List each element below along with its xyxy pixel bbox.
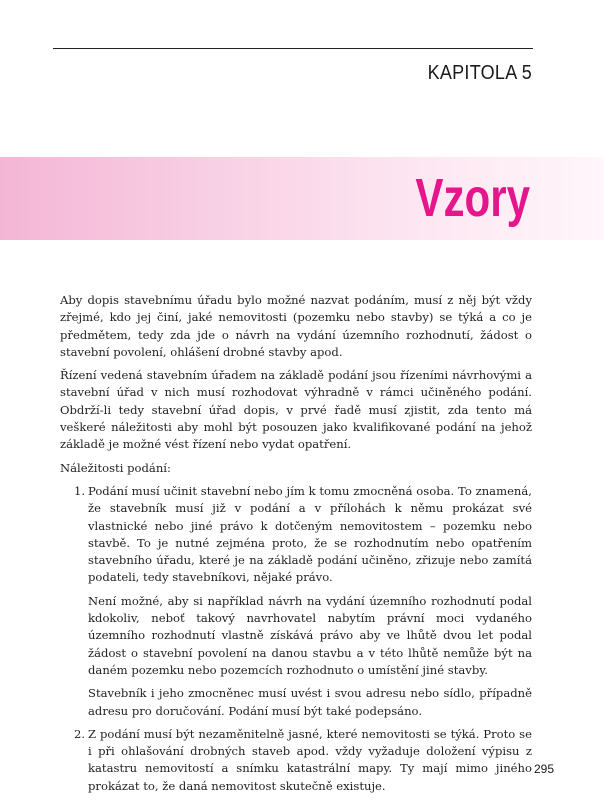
list-paragraph: Není možné, aby si například návrh na vydání územního rozhodnutí podal kdokoliv, neboť takový navrhovatel nabytím právní moci vydaného územního rozhodnutí vlastně získává právo aby ve lhůtě dvou let podal žádost o stavební povolení na danou stavbu a v této lhůtě nemůže být na daném pozemku nebo pozemcích rozhodnuto o umístění jiné stavby. xyxy=(88,593,532,677)
paragraph: Aby dopis stavebnímu úřadu bylo možné nazvat podáním, musí z něj být vždy zřejmé, kdo jej činí, jaké nemovitosti (pozemku nebo stavby) se týká a co je předmětem, tedy zda jde o návrh na vydání územního rozhodnutí, žádost o stavební povolení, ohlášení drobné stavby apod. xyxy=(60,293,532,359)
list-number: 1. xyxy=(74,483,86,498)
header-rule xyxy=(53,48,533,49)
page-number: 295 xyxy=(533,762,554,776)
list-paragraph: Stavebník i jeho zmocněnec musí uvést i svou adresu nebo sídlo, případně adresu pro doručování. Podání musí být také podepsáno. xyxy=(88,686,532,718)
list-paragraph: Z podání musí být nezaměnitelně jasné, které nemovitosti se týká. Proto se i při ohlašování drobných staveb apod. vždy vyžaduje doložení výpisu z katastru nemovitostí a snímku katastrální mapy. Ty mají mimo jiného prokázat to, že daná nemovitost skutečně existuje. xyxy=(88,726,532,793)
requirements-list xyxy=(60,483,532,795)
paragraph: Řízení vedená stavebním úřadem na základě podání jsou řízeními návrhovými a stavební úřad v nich musí rozhodovat výhradně v rámci učiněného podání. Obdrží-li tedy stavební úřad dopis, v prvé řadě musí zjistit, zda tento má veškeré náležitosti aby mohl být posouzen jako kvalifikované podání na jehož základě je možné vést řízení nebo vydat opatření. xyxy=(60,368,532,452)
list-number: 2. xyxy=(74,726,86,741)
list-item xyxy=(60,726,532,795)
list-paragraph: Podání musí učinit stavební nebo jím k tomu zmocněná osoba. To znamená, že stavebník musí již v podání a v přílohách k němu prokázat své vlastnické nebo jiné právo k dotčeným nemovitostem – pozemku nebo stavbě. To je nutné zejména proto, že se rozhodnutím nebo opatřením stavebního úřadu, které je na základě podání učiněno, zřizuje nebo zamítá podateli, tedy stavebníkovi, nějaké právo. xyxy=(88,483,532,585)
body-text xyxy=(60,292,532,801)
chapter-title: Vzory xyxy=(415,168,530,228)
list-item xyxy=(60,483,532,720)
list-intro: Náležitosti podání: xyxy=(60,460,171,475)
chapter-label: KAPITOLA 5 xyxy=(427,62,532,84)
